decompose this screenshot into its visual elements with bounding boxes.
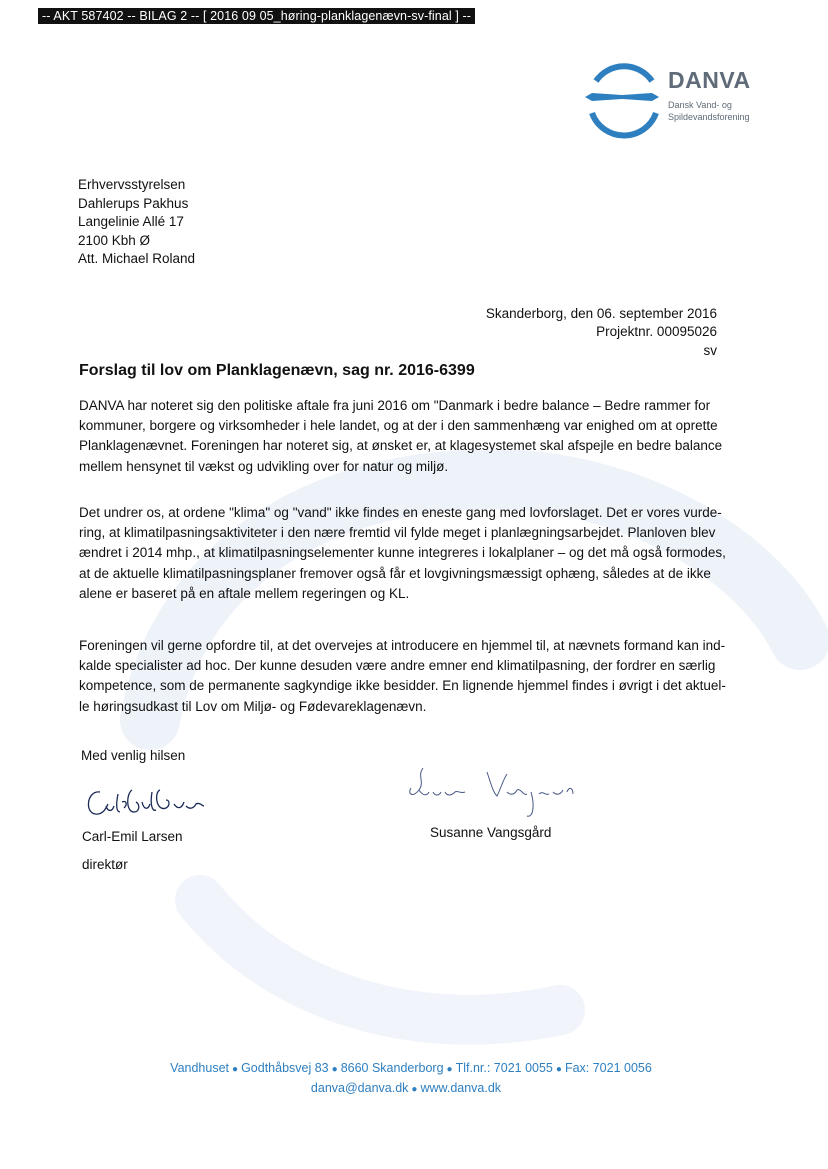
logo-subtitle-line-2: Spildevandsforening bbox=[668, 112, 750, 122]
danva-logo bbox=[582, 55, 772, 145]
signatory-name: Susanne Vangsgård bbox=[430, 825, 552, 840]
footer-address-line bbox=[0, 1061, 825, 1075]
paragraph-line: at de aktuelle klimatilpasningsplaner fremover også får et lovgivningsmæssigt ophæng, således at de ikke bbox=[79, 565, 711, 581]
paragraph-line: Det undrer os, at ordene "klima" og "vand" ikke findes en eneste gang med lovforslaget. Det er vores vurde- bbox=[79, 505, 722, 520]
recipient-address bbox=[78, 176, 195, 269]
bullet-icon: ● bbox=[446, 1064, 453, 1075]
paragraph-1 bbox=[79, 396, 742, 477]
footer-email-link[interactable]: danva@danva.dk bbox=[310, 1081, 409, 1095]
signature-susanne-vangsgard bbox=[403, 766, 583, 824]
recipient-line-3: Langelinie Allé 17 bbox=[78, 214, 184, 230]
signatory-title: direktør bbox=[82, 857, 128, 872]
recipient-line-4: 2100 Kbh Ø bbox=[78, 232, 151, 248]
sender-initials: sv bbox=[703, 342, 717, 358]
paragraph-line: DANVA har noteret sig den politiske aftale fra juni 2016 om "Danmark i bedre balance – Bedre rammer for bbox=[79, 398, 711, 413]
paragraph-line: ring, at klimatilpasningsaktiviteter i den nære fremtid vil fylde meget i planlægningsarbejdet. Planloven blev bbox=[79, 525, 716, 541]
footer-city: 8660 Skanderborg bbox=[340, 1061, 444, 1075]
paragraph-line: Planklagenævnet. Foreningen har noteret sig, at ønsket er, at klagesystemet skal afspejle en bedre balance bbox=[79, 438, 723, 454]
paragraph-line: le høringsudkast til Lov om Miljø- og Fødevareklagenævn. bbox=[79, 698, 427, 714]
project-number: Projektnr. 00095026 bbox=[596, 324, 717, 340]
footer-web-link[interactable]: www.danva.dk bbox=[420, 1081, 502, 1095]
recipient-line-2: Dahlerups Pakhus bbox=[78, 195, 189, 211]
footer-contact-line bbox=[0, 1081, 820, 1095]
paragraph-line: ændret i 2014 mhp., at klimatilpasningselementer kunne integreres i lokalplaner – og det må også formodes, bbox=[79, 545, 726, 561]
paragraph-line: kommuner, borgere og virksomheder i hele landet, og at der i den sammenhæng var enighed om at oprette bbox=[79, 418, 718, 434]
bullet-icon: ● bbox=[555, 1064, 562, 1075]
closing-greeting: Med venlig hilsen bbox=[81, 748, 186, 763]
logo-subtitle-line-1: Dansk Vand- og bbox=[668, 100, 732, 110]
footer-phone: Tlf.nr.: 7021 0055 bbox=[455, 1061, 553, 1075]
recipient-line-5: Att. Michael Roland bbox=[78, 251, 196, 267]
footer-street: Godthåbsvej 83 bbox=[241, 1061, 329, 1075]
letter-date: Skanderborg, den 06. september 2016 bbox=[485, 306, 717, 321]
logo-name: DANVA bbox=[668, 67, 751, 93]
recipient-line-1: Erhvervsstyrelsen bbox=[78, 177, 186, 192]
signatory-name: Carl-Emil Larsen bbox=[82, 829, 183, 844]
paragraph-line: alene er baseret på en aftale mellem regeringen og KL. bbox=[79, 585, 410, 601]
footer-building: Vandhuset bbox=[170, 1061, 230, 1075]
bullet-icon: ● bbox=[411, 1084, 418, 1095]
paragraph-line: kompetence, som de permanente sagkyndige ikke besidder. En lignende hjemmel findes i øvrigt i det aktuel- bbox=[79, 678, 726, 694]
footer-fax: Fax: 7021 0056 bbox=[564, 1061, 652, 1075]
paragraph-3 bbox=[79, 636, 742, 717]
paragraph-line: kalde specialister ad hoc. Der kunne desuden være andre emner end klimatilpasning, der fordrer en særlig bbox=[79, 658, 716, 674]
archive-stamp: -- AKT 587402 -- BILAG 2 -- [ 2016 09 05_høring-planklagenævn-sv-final ] -- bbox=[38, 8, 475, 24]
paragraph-2 bbox=[79, 503, 742, 604]
logo-subtitle bbox=[668, 99, 750, 123]
bullet-icon: ● bbox=[232, 1064, 239, 1075]
letter-subject: Forslag til lov om Planklagenævn, sag nr. 2016-6399 bbox=[79, 362, 475, 379]
bullet-icon: ● bbox=[331, 1064, 338, 1075]
danva-logo-icon bbox=[582, 55, 662, 141]
paragraph-line: mellem hensynet til vækst og udvikling over for natur og miljø. bbox=[79, 458, 449, 474]
paragraph-line: Foreningen vil gerne opfordre til, at det overvejes at introducere en hjemmel til, at nævnets formand kan ind- bbox=[79, 638, 726, 653]
date-block bbox=[486, 305, 717, 360]
signature-carl-emil-larsen bbox=[82, 782, 212, 824]
